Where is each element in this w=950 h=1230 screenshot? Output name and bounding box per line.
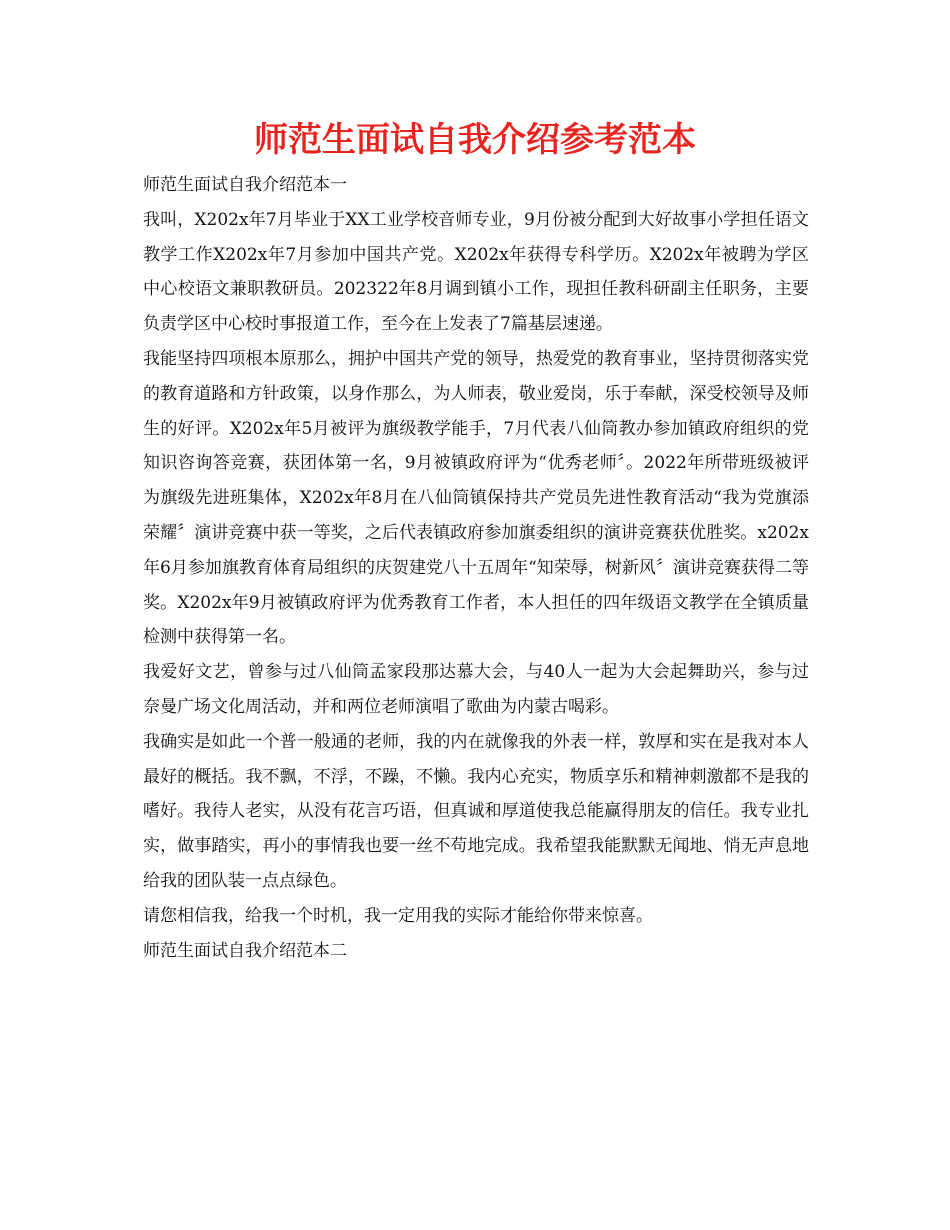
document-title: 师范生面试自我介绍参考范本	[254, 120, 696, 160]
paragraph-closing: 请您相信我，给我一个时机，我一定用我的实际才能给你带来惊喜。	[143, 905, 653, 926]
paragraph-achievements: 我能坚持四项根本原那么，拥护中国共产党的领导，热爱党的教育事业，坚持贯彻落实党的教育道路和方针政策，以身作那么，为人师表，敬业爱岗，乐于奉献，深受校领导及师生的好评。X202x年5月被评为旗级教学能手，7月代表八仙筒教办参加镇政府组织的党知识咨询答竞赛，获团体第一名，9月被镇政府评为“优秀老师〞。2022年所带班级被评为旗级先进班集体，X202x年8月在八仙筒镇保持共产党员先进性教育活动“我为党旗添荣耀〞演讲竞赛中获一等奖，之后代表镇政府参加旗委组织的演讲竞赛获优胜奖。x202x年6月参加旗教育体育局组织的庆贺建党八十五周年“知荣辱，树新风〞演讲竞赛获得二等奖。X202x年9月被镇政府评为优秀教育工作者，本人担任的四年级语文教学在全镇质量检测中获得第一名。	[143, 348, 809, 648]
document-body	[143, 168, 809, 968]
paragraph-personality: 我确实是如此一个普一般通的老师，我的内在就像我的外表一样，敦厚和实在是我对本人最好的概括。我不飘，不浮，不躁，不懒。我内心充实，物质享乐和精神刺激都不是我的嗜好。我待人老实，从没有花言巧语，但真诚和厚道使我总能赢得朋友的信任。我专业扎实，做事踏实，再小的事情我也要一丝不苟地完成。我希望我能默默无闻地、悄无声息地给我的团队装一点点绿色。	[143, 731, 809, 891]
section-heading-two: 师范生面试自我介绍范本二	[143, 940, 347, 961]
paragraph-background: 我叫，X202x年7月毕业于XX工业学校音师专业，9月份被分配到大好故事小学担任语文教学工作X202x年7月参加中国共产党。X202x年获得专科学历。X202x年被聘为学区中心校语文兼职教研员。202322年8月调到镇小工作，现担任教科研副主任职务，主要负责学区中心校时事报道工作，至今在上发表了7篇基层速递。	[143, 209, 809, 335]
section-heading-one: 师范生面试自我介绍范本一	[143, 175, 347, 195]
paragraph-hobbies: 我爱好文艺，曾参与过八仙筒孟家段那达慕大会，与40人一起为大会起舞助兴，参与过奈曼广场文化周活动，并和两位老师演唱了歌曲为内蒙古喝彩。	[143, 662, 809, 717]
